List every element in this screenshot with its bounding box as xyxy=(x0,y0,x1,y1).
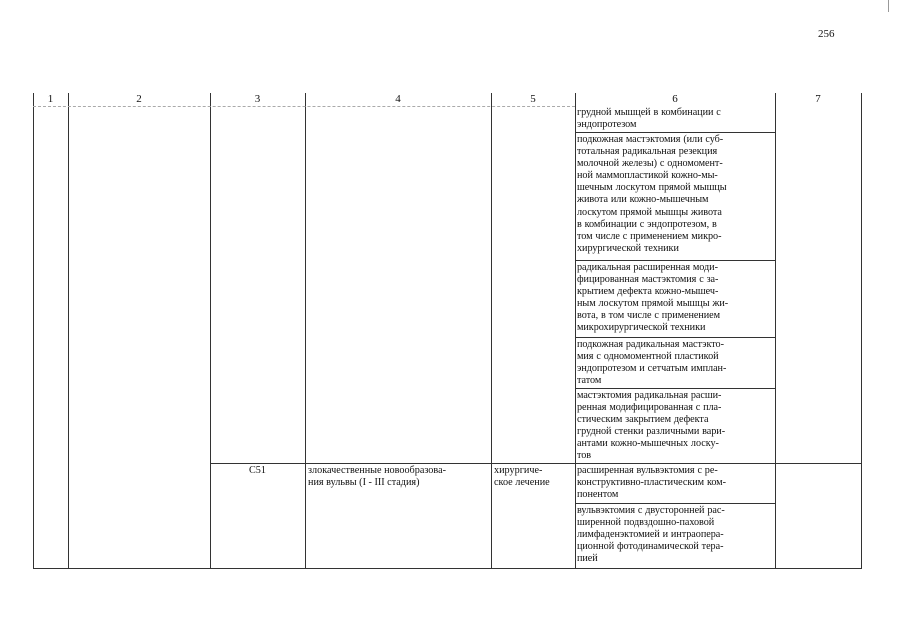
row-separator xyxy=(575,132,775,133)
row-separator-c51 xyxy=(210,463,861,464)
row-separator xyxy=(575,337,775,338)
row-separator xyxy=(575,388,775,389)
diagnosis-code: C51 xyxy=(249,465,266,476)
table-border-right xyxy=(861,93,862,569)
procedure-extended-modified-mastectomy: мастэктомия радикальная расши- ренная модифицированная с пла- стическим закрытием дефекта грудной стенки различными вари- антами кожно-мышечных лоску- тов xyxy=(577,390,726,462)
scan-edge-mark xyxy=(888,0,889,12)
treatment-type: хирургиче- ское лечение xyxy=(494,465,550,489)
column-number-1: 1 xyxy=(47,93,54,105)
procedure-subcutaneous-mastectomy: подкожная мастэктомия (или суб- тотальная радикальная резекция молочной железы) с одномомент- ной маммопластикой кожно-мы- шечным лоскутом прямой мышцы живота или кожно-мышечным лоскутом прямой мышцы живота в комбинации с эндопротезом, в том числе с применением микро- хирургической техники xyxy=(577,134,727,254)
procedure-vulvectomy-lymphadenectomy: вульвэктомия с двусторонней рас- ширенной подвздошно-паховой лимфаденэктомией и интраопера- ционной фотодинамической тера- пией xyxy=(577,505,725,565)
col-border-3-4 xyxy=(305,93,306,569)
column-number-6: 6 xyxy=(672,93,678,105)
diagnosis-description: злокачественные новообразова- ния вульвы (I - III стадия) xyxy=(308,465,446,489)
page-number: 256 xyxy=(818,28,835,40)
header-separator xyxy=(33,106,575,107)
col-border-1-2 xyxy=(68,93,69,569)
table-border-bottom xyxy=(33,568,861,569)
row-separator xyxy=(575,260,775,261)
col-border-6-7 xyxy=(775,93,776,569)
column-number-7: 7 xyxy=(815,93,821,105)
col-border-5-6 xyxy=(575,93,576,569)
column-number-5: 5 xyxy=(530,93,536,105)
column-number-4: 4 xyxy=(395,93,401,105)
procedure-radical-modified-mastectomy: радикальная расширенная моди- фицированная мастэктомия с за- крытием дефекта кожно-мышеч- ным лоскутом прямой мышцы жи- вота, в том числе с применением микрохирургической техники xyxy=(577,262,729,334)
col-border-4-5 xyxy=(491,93,492,569)
procedure-subcutaneous-radical-mastectomy: подкожная радикальная мастэкто- мия с одномоментной пластикой эндопротезом и сетчатым имплан- татом xyxy=(577,339,727,387)
row-separator xyxy=(575,503,775,504)
table-border-left xyxy=(33,93,34,569)
column-number-3: 3 xyxy=(254,93,261,105)
procedure-continuation: грудной мышцей в комбинации с эндопротезом xyxy=(577,107,721,131)
col-border-2-3 xyxy=(210,93,211,569)
column-number-2: 2 xyxy=(136,93,142,105)
procedure-extended-vulvectomy: расширенная вульвэктомия с ре- конструктивно-пластическим ком- понентом xyxy=(577,465,726,501)
